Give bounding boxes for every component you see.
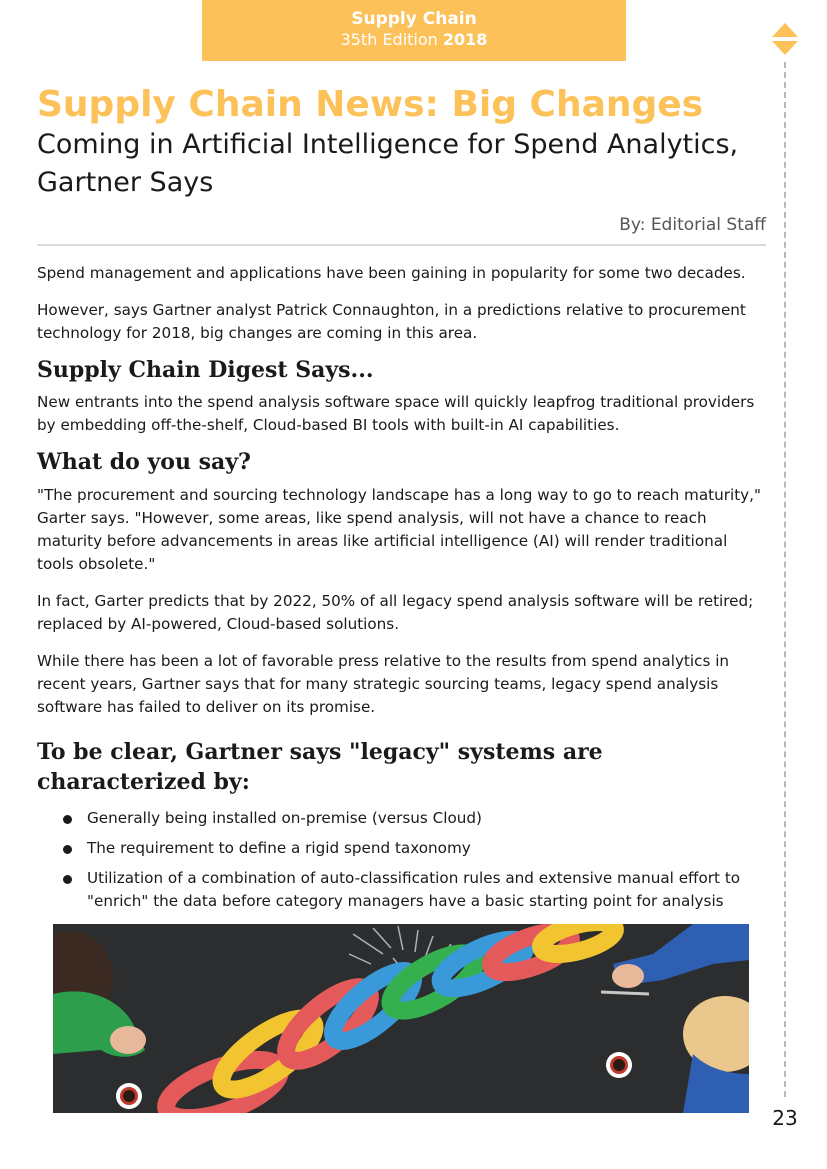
list-item-text: Utilization of a combination of auto-classification rules and extensive manual effort to "enrich" the data before category managers have a basic starting point for analysis xyxy=(87,869,741,910)
pen-icon xyxy=(601,992,649,994)
intro-paragraph-1: Spend management and applications have been gaining in popularity for some two decades. xyxy=(37,264,746,282)
byline: By: Editorial Staff xyxy=(619,215,766,235)
magazine-title: Supply Chain xyxy=(351,9,477,29)
article-title: Supply Chain News: Big Changes xyxy=(37,84,704,125)
legacy-bullet-list xyxy=(37,807,766,913)
section-heading-digest: Supply Chain Digest Says... xyxy=(37,357,374,383)
nav-up-icon[interactable] xyxy=(772,23,798,37)
bullet-icon xyxy=(63,845,72,854)
list-item xyxy=(37,867,766,913)
title-divider xyxy=(37,244,766,246)
chain-illustration xyxy=(53,924,749,1113)
page-nav-arrows[interactable] xyxy=(771,22,799,56)
header-banner xyxy=(202,0,626,61)
page-number: 23 xyxy=(772,1106,798,1130)
edition-label: 35th Edition xyxy=(340,30,438,49)
prediction-paragraph: In fact, Garter predicts that by 2022, 50% of all legacy spend analysis software will be retired; replaced by AI-powered, Cloud-based solutions. xyxy=(37,592,754,633)
list-item-text: The requirement to define a rigid spend taxonomy xyxy=(87,839,471,857)
coffee-cup-right-icon xyxy=(606,1052,632,1078)
article-subtitle: Coming in Artificial Intelligence for Spend Analytics, Gartner Says xyxy=(37,129,739,198)
digest-paragraph: New entrants into the spend analysis software space will quickly leapfrog traditional providers by embedding off-the-shelf, Cloud-based BI tools with built-in AI capabilities. xyxy=(37,393,755,434)
hero-image xyxy=(53,924,749,1113)
section-heading-legacy: To be clear, Gartner says "legacy" systems are characterized by: xyxy=(37,739,603,795)
article xyxy=(37,84,766,920)
coffee-cup-left-icon xyxy=(116,1083,142,1109)
edition-year: 2018 xyxy=(442,30,488,49)
intro-paragraph-2: However, says Gartner analyst Patrick Connaughton, in a predictions relative to procurement technology for 2018, big changes are coming in this area. xyxy=(37,301,746,342)
list-item xyxy=(37,807,766,830)
list-item xyxy=(37,837,766,860)
bullet-icon xyxy=(63,815,72,824)
nav-dashed-line xyxy=(784,62,786,1097)
bullet-icon xyxy=(63,875,72,884)
press-paragraph: While there has been a lot of favorable press relative to the results from spend analytics in recent years, Gartner says that for many strategic sourcing teams, legacy spend analysis software has failed to deliver on its promise. xyxy=(37,652,730,716)
edition-line xyxy=(202,29,626,51)
section-heading-what-do-you-say: What do you say? xyxy=(37,449,251,475)
nav-down-icon[interactable] xyxy=(772,41,798,55)
quote-paragraph: "The procurement and sourcing technology landscape has a long way to go to reach maturity," Garter says. "However, some areas, like spend analysis, will not have a chance to reach maturity before advancements in areas like artificial intelligence (AI) will render traditional tools obsolete." xyxy=(37,486,761,573)
list-item-text: Generally being installed on-premise (versus Cloud) xyxy=(87,809,482,827)
